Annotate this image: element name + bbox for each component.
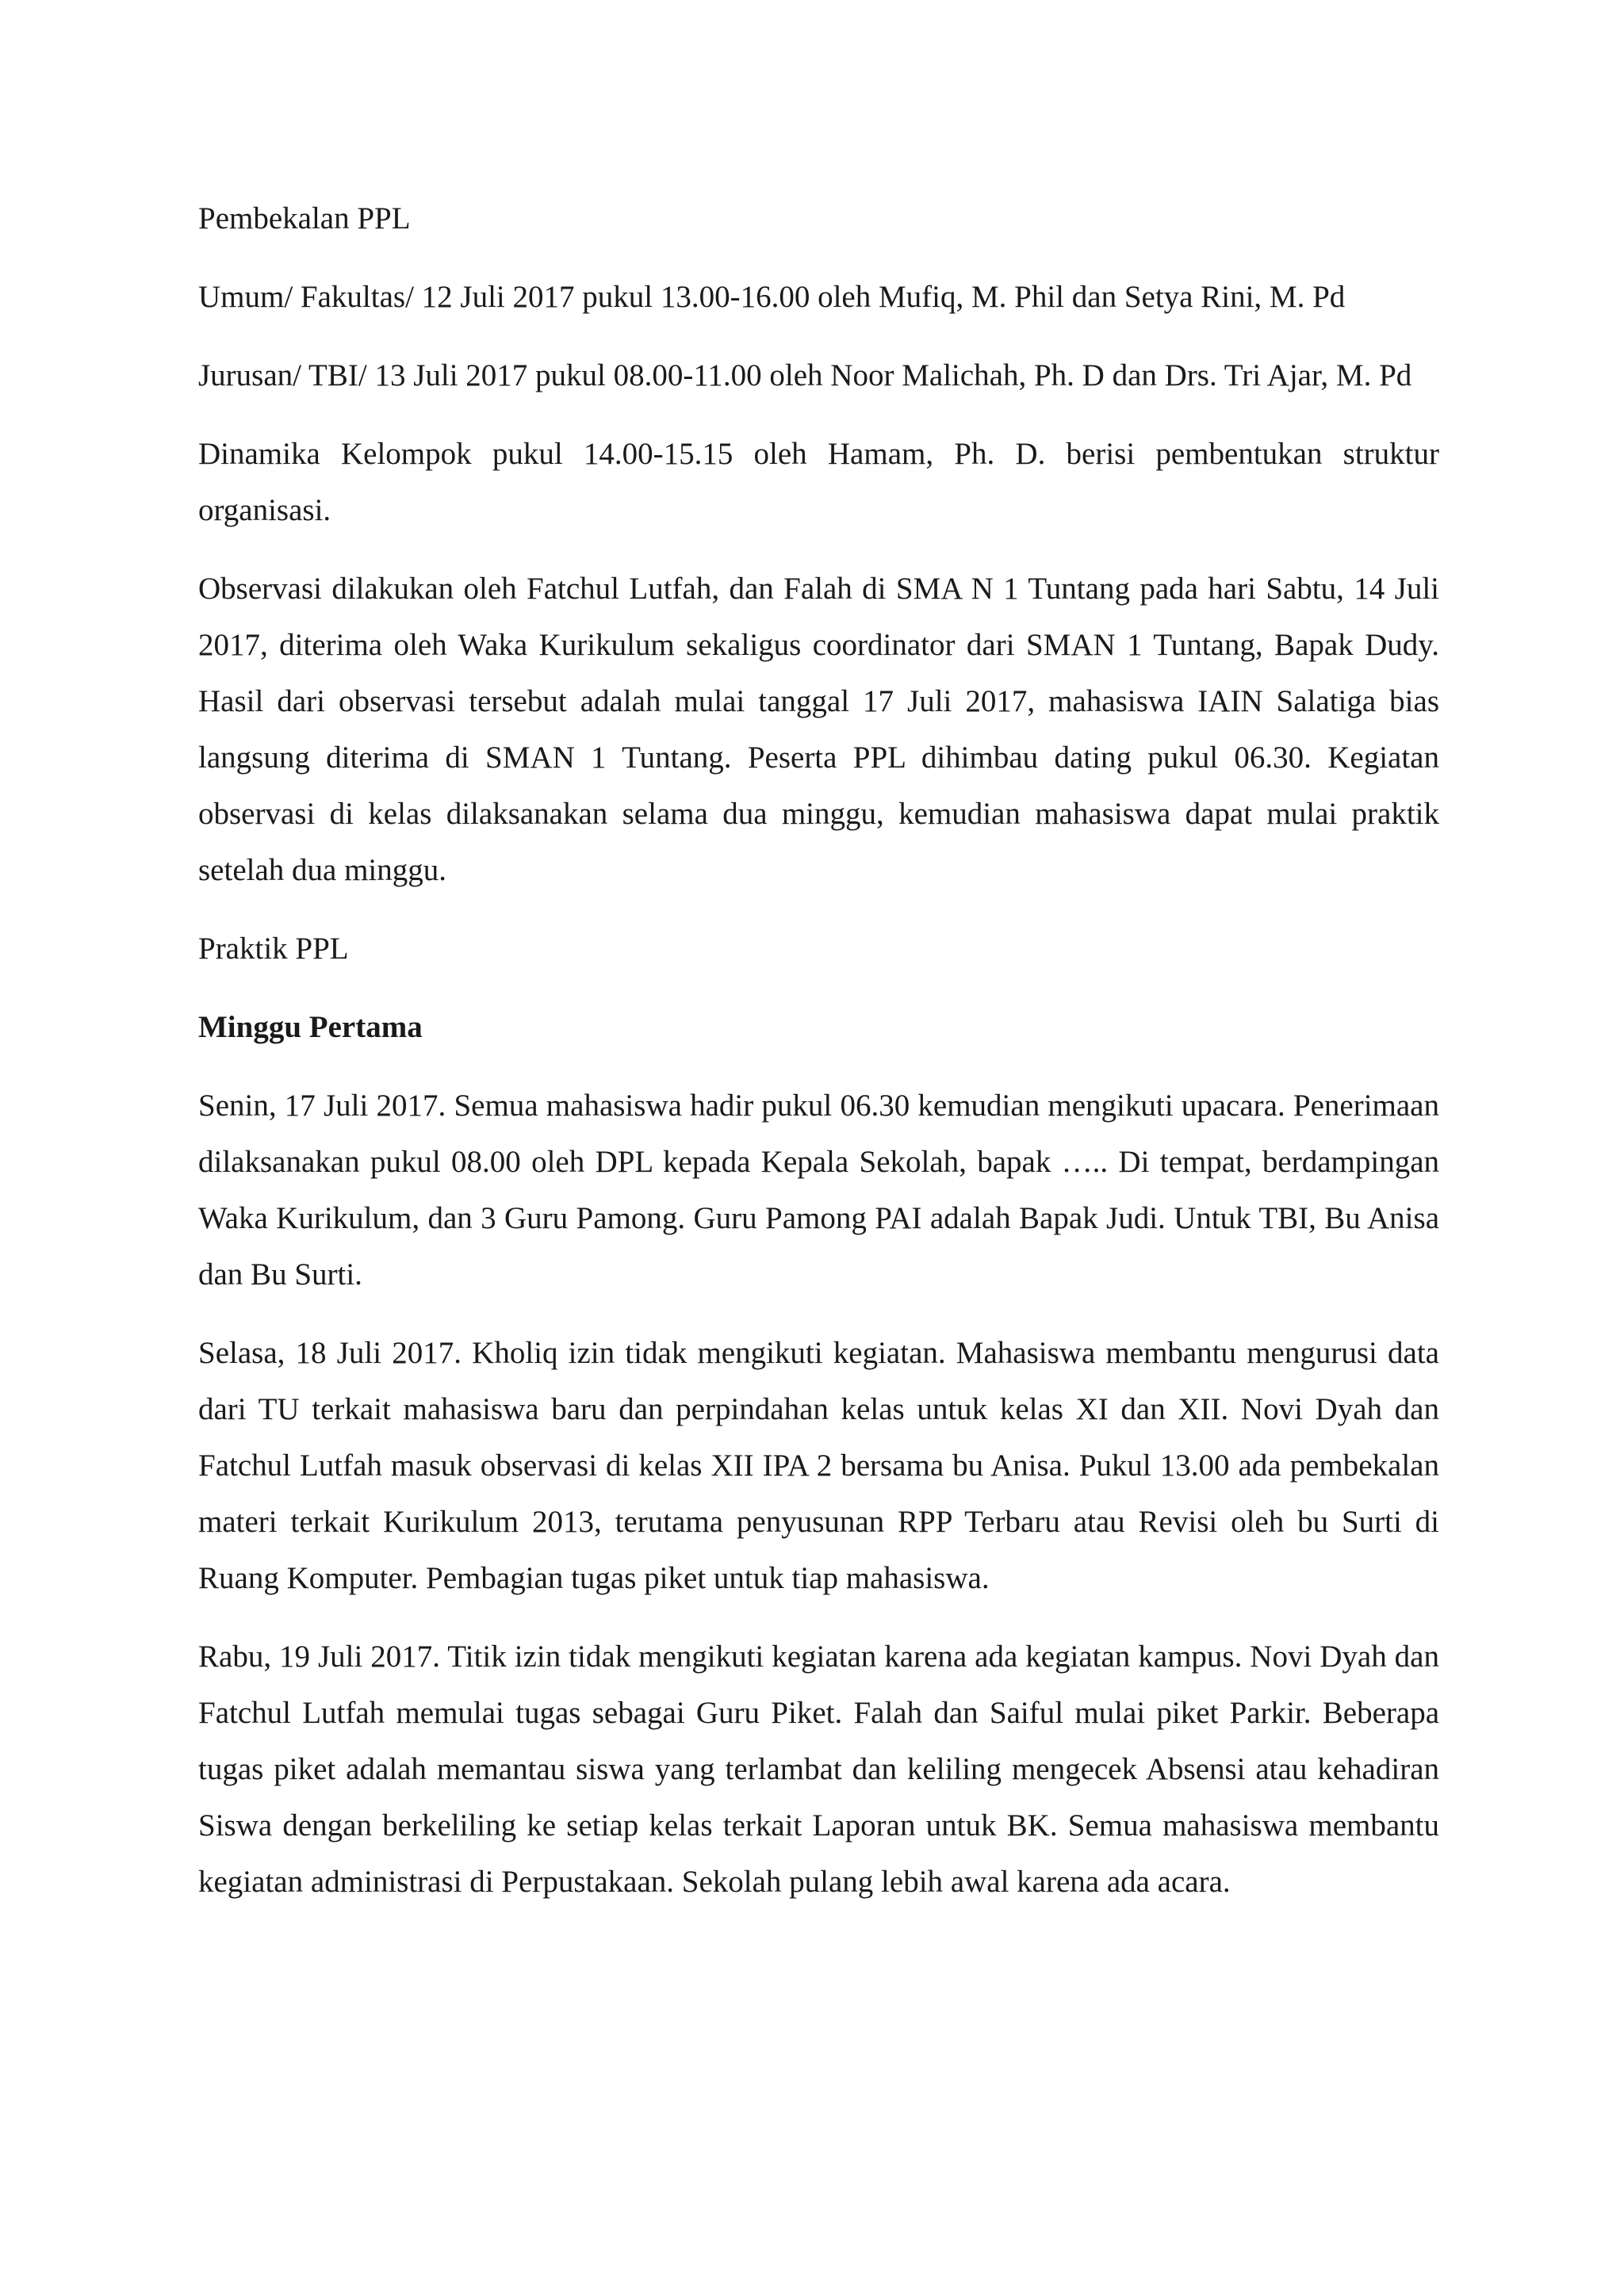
document-page <box>198 190 1439 1932</box>
praktik-heading: Praktik PPL <box>198 932 349 966</box>
observasi-paragraph: Observasi dilakukan oleh Fatchul Lutfah, dan Falah di SMA N 1 Tuntang pada hari Sabtu, 14 Juli 2017, diterima oleh Waka Kurikulum sekaligus coordinator dari SMAN 1 Tuntang, Bapak Dudy. Hasil dari observasi tersebut adalah mulai tanggal 17 Juli 2017, mahasiswa IAIN Salatiga bias langsung diterima di SMAN 1 Tuntang. Peserta PPL dihimbau dating pukul 06.30. Kegiatan observasi di kelas dilaksanakan selama dua minggu, kemudian mahasiswa dapat mulai praktik setelah dua minggu. <box>198 572 1439 887</box>
rabu-paragraph: Rabu, 19 Juli 2017. Titik izin tidak mengikuti kegiatan karena ada kegiatan kampus. Novi Dyah dan Fatchul Lutfah memulai tugas sebagai Guru Piket. Falah dan Saiful mulai piket Parkir. Beberapa tugas piket adalah memantau siswa yang terlambat dan keliling mengecek Absensi atau kehadiran Siswa dengan berkeliling ke setiap kelas terkait Laporan untuk BK. Semua mahasiswa membantu kegiatan administrasi di Perpustakaan. Sekolah pulang lebih awal karena ada acara. <box>198 1640 1439 1899</box>
selasa-paragraph: Selasa, 18 Juli 2017. Kholiq izin tidak mengikuti kegiatan. Mahasiswa membantu mengurusi data dari TU terkait mahasiswa baru dan perpindahan kelas untuk kelas XI dan XII. Novi Dyah dan Fatchul Lutfah masuk observasi di kelas XII IPA 2 bersama bu Anisa. Pukul 13.00 ada pembekalan materi terkait Kurikulum 2013, terutama penyusunan RPP Terbaru atau Revisi oleh bu Surti di Ruang Komputer. Pembagian tugas piket untuk tiap mahasiswa. <box>198 1336 1439 1595</box>
minggu-pertama-heading: Minggu Pertama <box>198 1010 423 1044</box>
umum-fakultas-paragraph: Umum/ Fakultas/ 12 Juli 2017 pukul 13.00-16.00 oleh Mufiq, M. Phil dan Setya Rini, M. Pd <box>198 280 1346 314</box>
senin-paragraph: Senin, 17 Juli 2017. Semua mahasiswa hadir pukul 06.30 kemudian mengikuti upacara. Penerimaan dilaksanakan pukul 08.00 oleh DPL kepada Kepala Sekolah, bapak ….. Di tempat, berdampingan Waka Kurikulum, dan 3 Guru Pamong. Guru Pamong PAI adalah Bapak Judi. Untuk TBI, Bu Anisa dan Bu Surti. <box>198 1089 1439 1292</box>
jurusan-tbi-paragraph: Jurusan/ TBI/ 13 Juli 2017 pukul 08.00-11.00 oleh Noor Malichah, Ph. D dan Drs. Tri Ajar, M. Pd <box>198 358 1412 392</box>
pembekalan-heading: Pembekalan PPL <box>198 201 411 235</box>
dinamika-kelompok-paragraph: Dinamika Kelompok pukul 14.00-15.15 oleh Hamam, Ph. D. berisi pembentukan struktur organisasi. <box>198 437 1439 527</box>
